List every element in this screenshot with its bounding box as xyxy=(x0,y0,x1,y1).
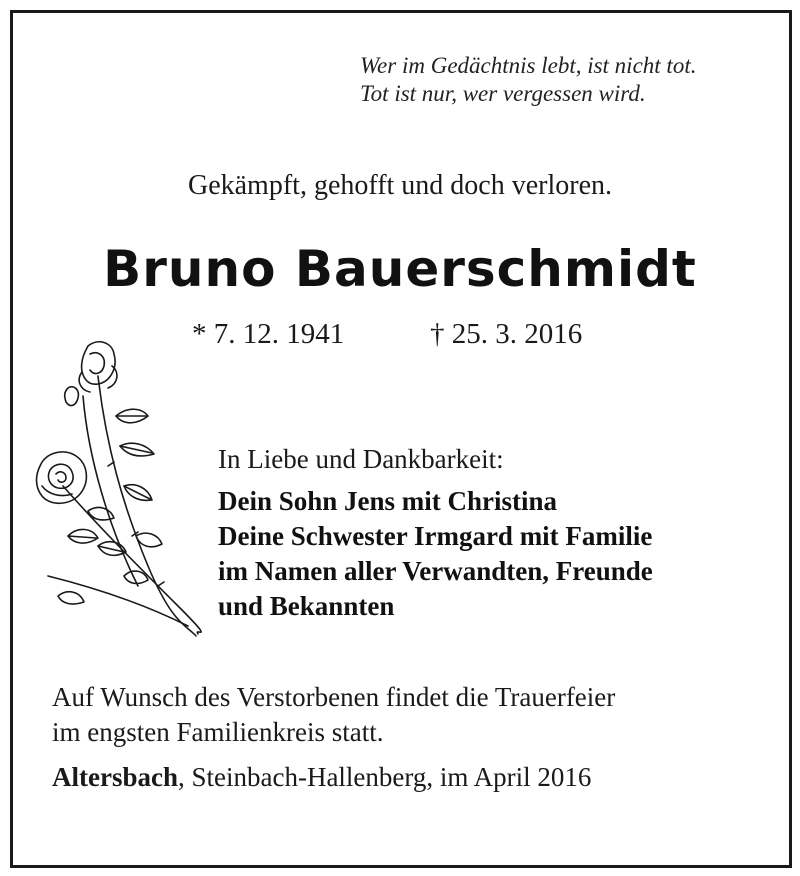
deceased-name: Bruno Bauerschmidt xyxy=(103,240,697,298)
place-rest: , Steinbach-Hallenberg, im April 2016 xyxy=(177,762,592,792)
memorial-quote xyxy=(360,52,760,108)
funeral-notice xyxy=(52,680,772,750)
mourner-line: im Namen aller Verwandten, Freunde xyxy=(218,556,653,586)
notice-line-2: im engsten Familienkreis statt. xyxy=(52,717,384,747)
mourner-line: Deine Schwester Irmgard mit Familie xyxy=(218,521,653,551)
quote-line-2: Tot ist nur, wer vergessen wird. xyxy=(360,81,646,106)
quote-line-1: Wer im Gedächtnis lebt, ist nicht tot. xyxy=(360,53,697,78)
thanks-intro: In Liebe und Dankbarkeit: xyxy=(218,444,504,474)
death-date: † 25. 3. 2016 xyxy=(430,318,583,350)
mourners-list xyxy=(218,484,653,624)
place-town: Altersbach xyxy=(52,762,178,792)
place-and-date xyxy=(52,762,591,793)
birth-date: * 7. 12. 1941 xyxy=(192,318,345,350)
notice-line-1: Auf Wunsch des Verstorbenen findet die Trauerfeier xyxy=(52,682,616,712)
mourner-line: und Bekannten xyxy=(218,591,395,621)
rose-icon xyxy=(28,336,208,646)
mourner-line: Dein Sohn Jens mit Christina xyxy=(218,486,558,516)
motto: Gekämpft, gehofft und doch verloren. xyxy=(187,170,613,201)
